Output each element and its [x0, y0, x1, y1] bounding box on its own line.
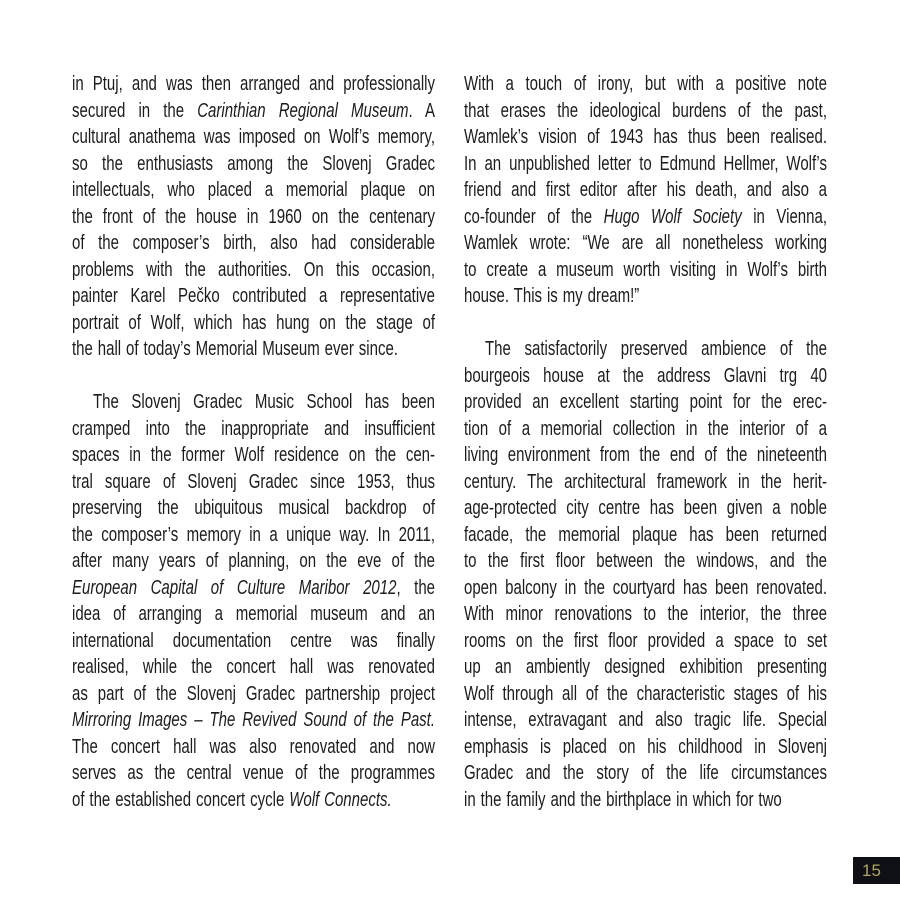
text-line	[72, 389, 435, 416]
text-line	[72, 416, 435, 443]
body-text: The Slovenj Gradec Music School has been	[93, 391, 435, 413]
body-text: , the	[396, 576, 436, 599]
text-column-left	[72, 71, 435, 813]
body-text: in Vienna,	[741, 205, 828, 228]
body-text: to create a museum worth visiting in Wolf’s birth	[464, 258, 827, 281]
body-text: painter Karel Pečko contributed a representative	[72, 285, 435, 307]
body-text: realised, while the concert hall was renovated	[72, 656, 435, 678]
text-line	[72, 707, 435, 734]
body-text: to the first floor between the windows, and the	[464, 550, 827, 572]
body-text: The satisfactorily preserved ambience of the	[485, 338, 827, 360]
text-line	[464, 124, 827, 151]
body-text: idea of arranging a memorial museum and an	[72, 603, 435, 625]
text-line	[72, 681, 435, 708]
paragraph	[72, 71, 435, 363]
body-text: up an ambiently designed exhibition presenting	[464, 656, 827, 678]
body-text: friend and first editor after his death, and also a	[464, 179, 827, 201]
text-line	[72, 71, 435, 98]
italic-text: Hugo Wolf Society	[603, 205, 742, 228]
text-column-right	[464, 71, 827, 813]
body-text: in the family and the birthplace in which for two	[464, 788, 782, 811]
text-line	[72, 469, 435, 496]
body-text: portrait of Wolf, which has hung on the stage of	[72, 311, 435, 334]
body-text: The concert hall was also renovated and now	[72, 735, 435, 758]
body-text: With a touch of irony, but with a positive note	[464, 73, 827, 95]
text-line	[464, 389, 827, 416]
text-line	[72, 257, 435, 284]
body-text: of the composer’s birth, also had considerable	[72, 232, 435, 254]
text-line	[72, 204, 435, 231]
text-line	[464, 151, 827, 178]
text-line	[464, 257, 827, 284]
text-line	[72, 734, 435, 761]
text-line	[464, 548, 827, 575]
text-line	[72, 151, 435, 178]
body-text: emphasis is placed on his childhood in Slovenj	[464, 735, 827, 758]
text-line	[72, 336, 435, 363]
body-text: after many years of planning, on the eve of the	[72, 550, 435, 572]
body-text: cramped into the inappropriate and insufficient	[72, 417, 435, 440]
text-line	[464, 654, 827, 681]
body-text: rooms on the first floor provided a space to set	[464, 629, 827, 652]
text-line	[72, 522, 435, 549]
body-text: Wamlek wrote: “We are all nonetheless working	[464, 232, 827, 254]
body-text: open balcony in the courtyard has been renovated.	[464, 576, 827, 599]
body-text: that erases the ideological burdens of the past,	[464, 99, 827, 122]
body-text: Gradec and the story of the life circumstances	[464, 762, 827, 784]
italic-text: Carinthian Regional Museum	[197, 99, 409, 122]
paragraph	[464, 71, 827, 310]
italic-text: Mirroring Images – The Revived Sound of the Past.	[72, 709, 435, 731]
text-line	[72, 124, 435, 151]
italic-text: European Capital of Culture Maribor 2012	[72, 576, 397, 599]
text-line	[72, 495, 435, 522]
body-text: tral square of Slovenj Gradec since 1953, thus	[72, 470, 435, 493]
text-line	[72, 654, 435, 681]
body-text: living environment from the end of the nineteenth	[464, 444, 827, 466]
body-text: Wolf through all of the characteristic stages of his	[464, 682, 827, 705]
body-text: intellectuals, who placed a memorial plaque on	[72, 179, 435, 201]
text-line	[464, 204, 827, 231]
text-line	[72, 601, 435, 628]
text-line	[72, 98, 435, 125]
text-line	[464, 734, 827, 761]
body-text: cultural anathema was imposed on Wolf’s memory,	[72, 126, 435, 148]
paragraph	[72, 389, 435, 813]
body-text: century. The architectural framework in the herit-	[464, 470, 827, 493]
text-line	[464, 681, 827, 708]
body-text: preserving the ubiquitous musical backdrop of	[72, 497, 435, 519]
body-text: the composer’s memory in a unique way. In 2011,	[72, 523, 435, 546]
text-line	[464, 601, 827, 628]
body-text: secured in the	[72, 99, 198, 122]
body-text: co-founder of the	[464, 205, 604, 228]
body-text: so the enthusiasts among the Slovenj Gradec	[72, 152, 435, 175]
text-line	[72, 442, 435, 469]
text-line	[464, 363, 827, 390]
text-line	[464, 336, 827, 363]
page-number: 15	[862, 861, 881, 880]
body-text: spaces in the former Wolf residence on the cen-	[72, 444, 435, 466]
body-text: problems with the authorities. On this occasion,	[72, 258, 435, 281]
text-line	[464, 416, 827, 443]
body-text: as part of the Slovenj Gradec partnership project	[72, 682, 435, 705]
text-line	[464, 495, 827, 522]
body-text: facade, the memorial plaque has been returned	[464, 523, 827, 546]
text-line	[72, 628, 435, 655]
text-line	[464, 177, 827, 204]
body-text: of the established concert cycle	[72, 788, 290, 811]
body-text: house. This is my dream!”	[464, 285, 640, 307]
text-column-right-content	[464, 71, 827, 813]
text-line	[464, 283, 827, 310]
paragraph	[464, 336, 827, 813]
text-line	[72, 760, 435, 787]
body-text: international documentation centre was finally	[72, 629, 435, 652]
text-line	[72, 575, 435, 602]
text-line	[464, 71, 827, 98]
text-line	[72, 230, 435, 257]
italic-text: Wolf Connects.	[289, 788, 392, 811]
body-text: intense, extravagant and also tragic life. Special	[464, 709, 827, 731]
text-line	[72, 548, 435, 575]
body-text: In an unpublished letter to Edmund Hellmer, Wolf’s	[464, 152, 827, 175]
body-text: provided an excellent starting point for the erec-	[464, 391, 827, 413]
text-line	[72, 177, 435, 204]
body-text: age-protected city centre has been given a noble	[464, 497, 827, 519]
text-line	[464, 469, 827, 496]
body-text: bourgeois house at the address Glavni trg 40	[464, 364, 827, 387]
text-column-left-content	[72, 71, 435, 813]
body-text: serves as the central venue of the programmes	[72, 762, 435, 784]
text-line	[464, 98, 827, 125]
text-line	[72, 787, 435, 814]
text-line	[464, 787, 827, 814]
body-text: Wamlek’s vision of 1943 has thus been realised.	[464, 126, 827, 148]
text-line	[72, 283, 435, 310]
text-line	[464, 442, 827, 469]
body-text: the hall of today’s Memorial Museum ever since.	[72, 338, 398, 360]
page-number-badge	[853, 857, 900, 884]
body-text: in Ptuj, and was then arranged and professionally	[72, 73, 435, 95]
text-line	[464, 522, 827, 549]
body-text: With minor renovations to the interior, the three	[464, 603, 827, 625]
text-line	[464, 760, 827, 787]
text-line	[464, 230, 827, 257]
text-line	[464, 628, 827, 655]
body-text: the front of the house in 1960 on the centenary	[72, 205, 435, 228]
body-text: tion of a memorial collection in the interior of a	[464, 417, 827, 440]
text-line	[72, 310, 435, 337]
text-line	[464, 707, 827, 734]
text-line	[464, 575, 827, 602]
body-text: . A	[408, 99, 435, 122]
